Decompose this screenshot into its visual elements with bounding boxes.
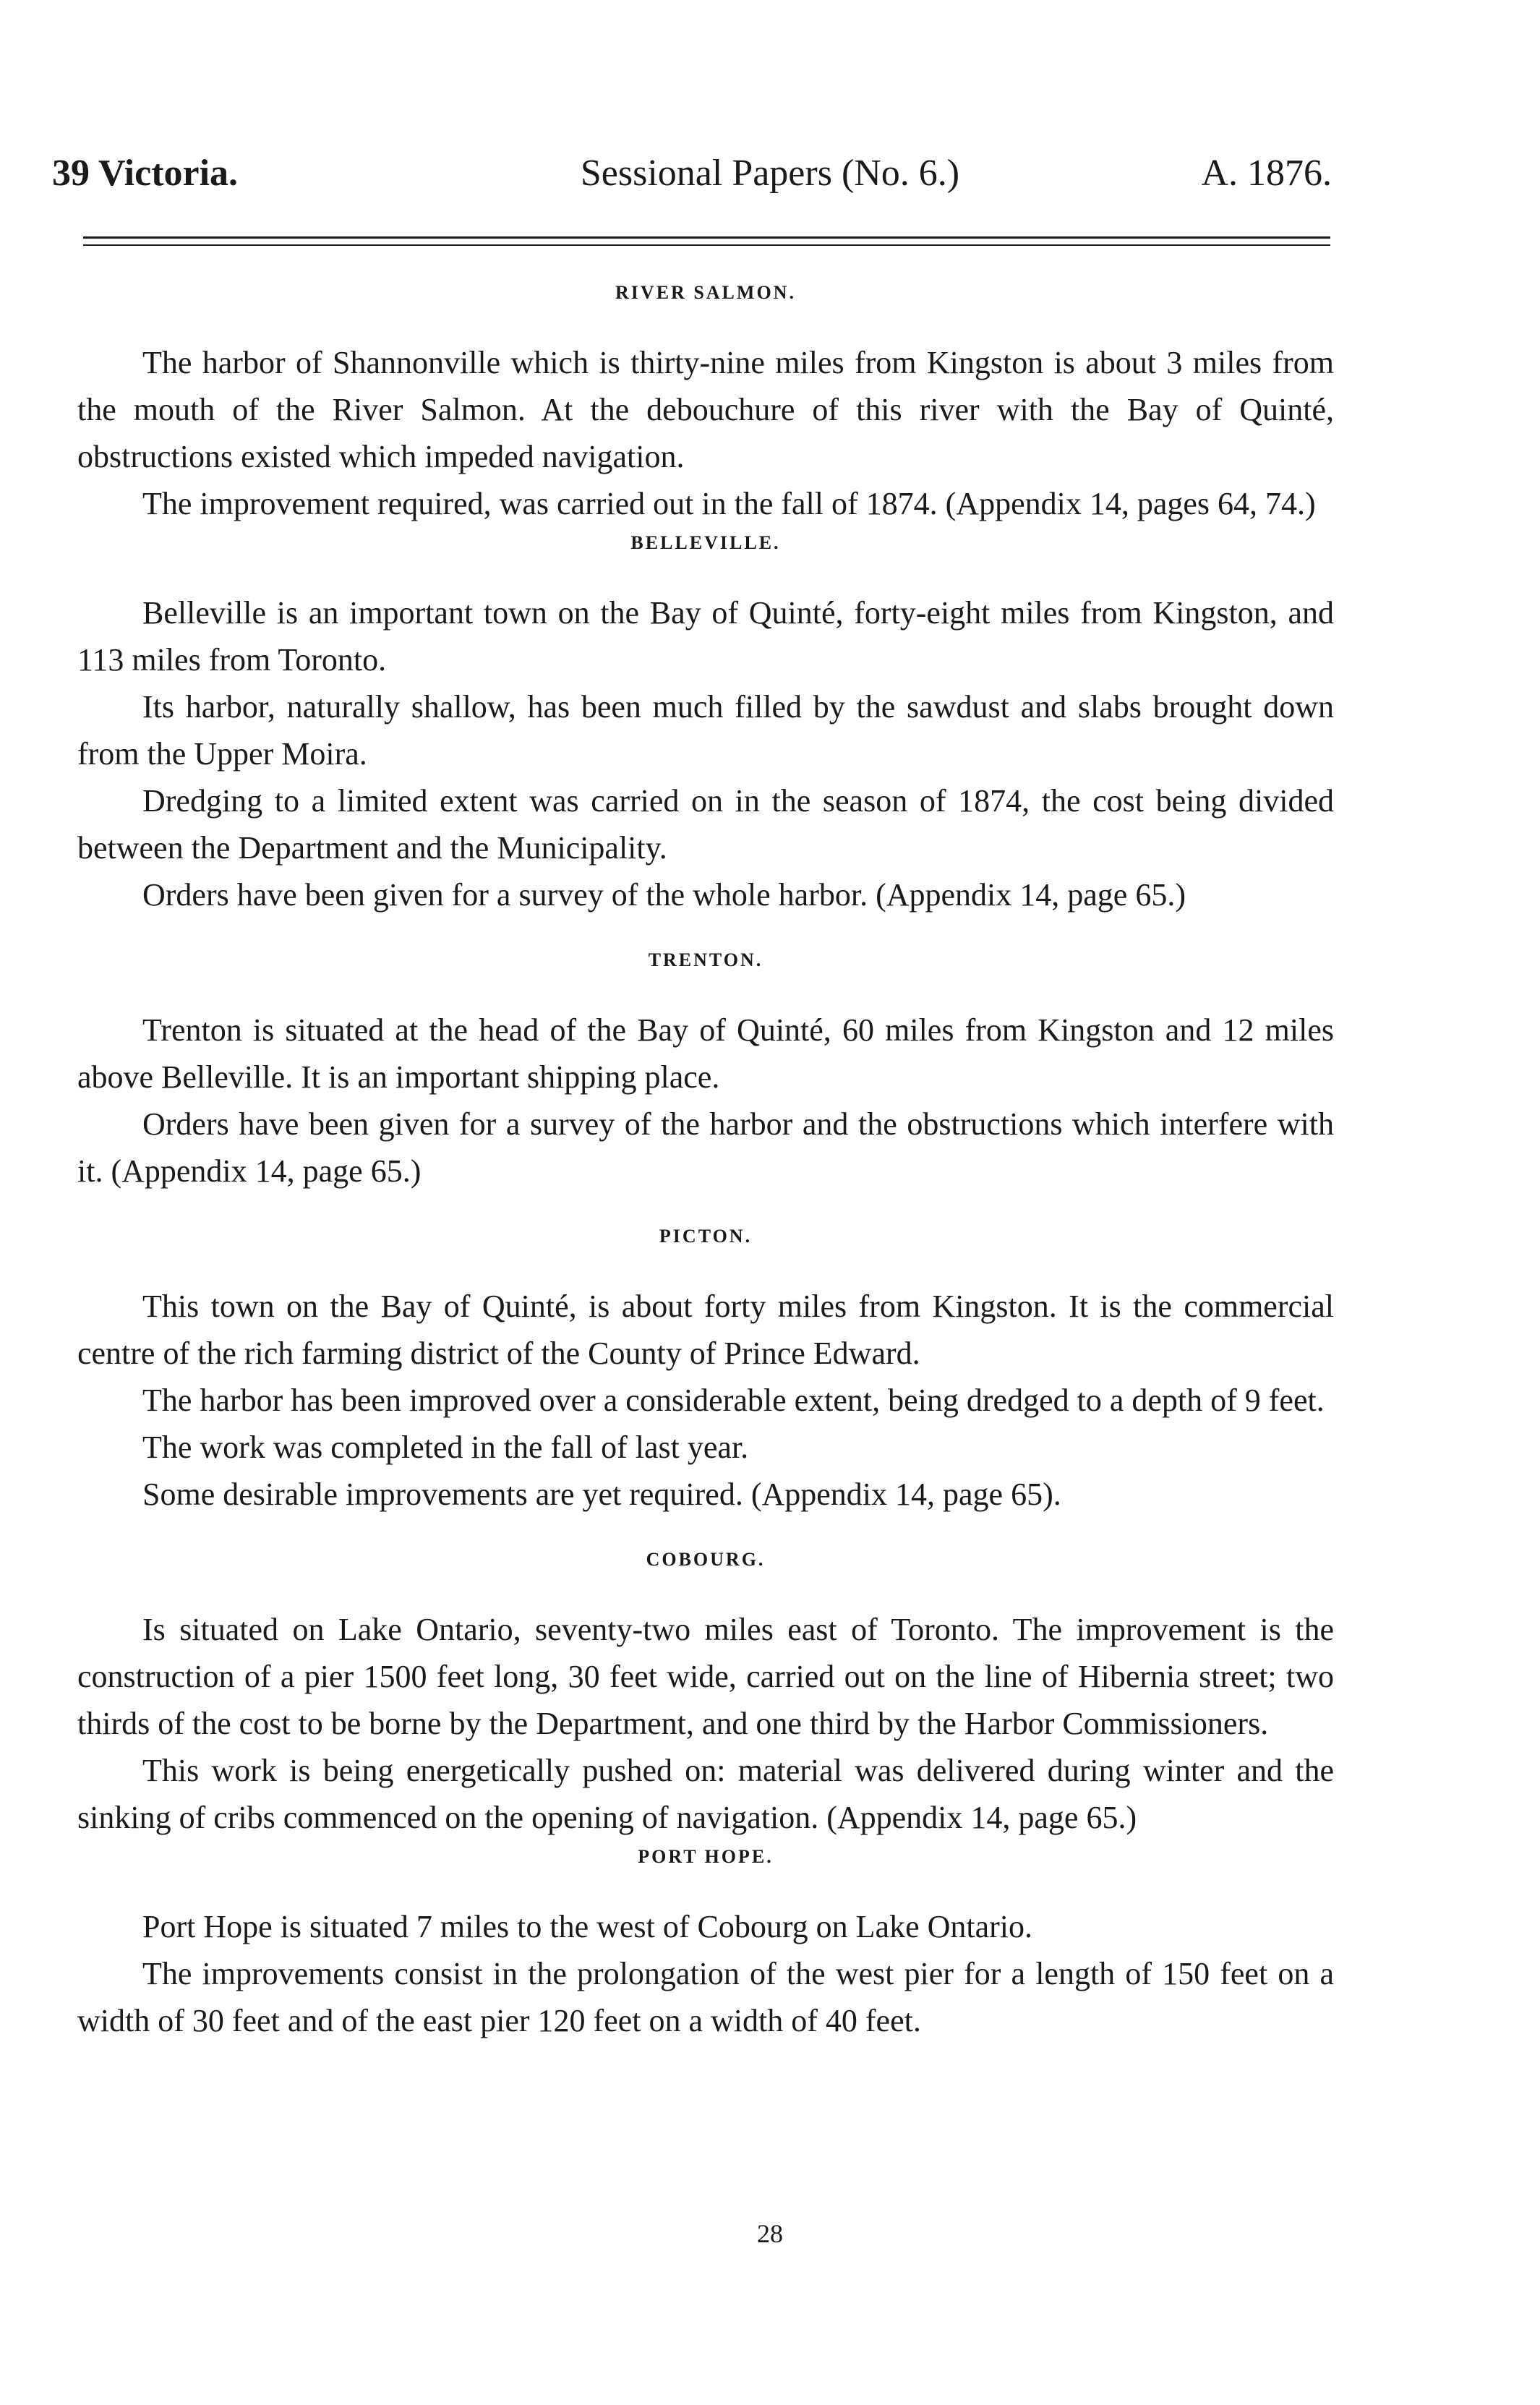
header-rule-secondary bbox=[83, 244, 1330, 246]
paragraph: Port Hope is situated 7 miles to the west of Cobourg on Lake Ontario. bbox=[142, 1909, 1033, 1944]
running-header bbox=[0, 148, 1540, 199]
paragraph: This town on the Bay of Quinté, is about forty miles from Kingston. It is the commercial centre of the rich farming district of the County of Prince Edward. bbox=[77, 1289, 1334, 1371]
section-heading: BELLEVILLE. bbox=[630, 532, 781, 553]
header-year: A. 1876. bbox=[1201, 153, 1332, 194]
section-heading: TRENTON. bbox=[648, 949, 763, 970]
paragraph: Is situated on Lake Ontario, seventy-two miles east of Toronto. The improvement is the construction of a pier 1500 feet long, 30 feet wide, carried out on the line of Hibernia street; two thirds of the cost to be borne by the Department, and one third by the Harbor Commissioners. bbox=[77, 1612, 1334, 1741]
section-cobourg bbox=[77, 1545, 1334, 1841]
paragraph: This work is being energetically pushed on: material was delivered during winter and the sinking of cribs commenced on the opening of navigation. (Appendix 14, page 65.) bbox=[77, 1753, 1334, 1835]
section-port-hope bbox=[77, 1842, 1334, 2044]
header-title: Sessional Papers (No. 6.) bbox=[580, 153, 960, 194]
paragraph: Orders have been given for a survey of the harbor and the obstructions which interfere with it. (Appendix 14, page 65.) bbox=[77, 1106, 1334, 1189]
section-river-salmon bbox=[77, 278, 1334, 527]
section-picton bbox=[77, 1222, 1334, 1518]
page-number: 28 bbox=[757, 2219, 783, 2248]
section-heading: PORT HOPE. bbox=[638, 1846, 774, 1867]
section-heading: PICTON. bbox=[659, 1226, 753, 1247]
paragraph: Orders have been given for a survey of the whole harbor. (Appendix 14, page 65.) bbox=[142, 877, 1186, 913]
section-heading: RIVER SALMON. bbox=[615, 282, 796, 303]
paragraph: The improvements consist in the prolongation of the west pier for a length of 150 feet on a width of 30 feet and of the east pier 120 feet on a width of 40 feet. bbox=[77, 1956, 1334, 2038]
paragraph: Belleville is an important town on the Bay of Quinté, forty-eight miles from Kingston, and 113 miles from Toronto. bbox=[77, 595, 1334, 678]
section-trenton bbox=[77, 946, 1334, 1195]
section-belleville bbox=[77, 529, 1334, 918]
paragraph: The improvement required, was carried out in the fall of 1874. (Appendix 14, pages 64, 74.) bbox=[142, 486, 1316, 521]
paragraph: Its harbor, naturally shallow, has been much filled by the sawdust and slabs brought down from the Upper Moira. bbox=[77, 689, 1334, 772]
paragraph: Dredging to a limited extent was carried on in the season of 1874, the cost being divided between the Department and the Municipality. bbox=[77, 783, 1334, 866]
header-volume: 39 Victoria. bbox=[52, 153, 239, 194]
paragraph: The work was completed in the fall of last year. bbox=[142, 1430, 749, 1465]
header-rule bbox=[83, 236, 1330, 239]
paragraph: The harbor of Shannonville which is thirty-nine miles from Kingston is about 3 miles from the mouth of the River Salmon. At the debouchure of this river with the Bay of Quinté, obstructions existed which impeded navigation. bbox=[77, 345, 1334, 474]
section-heading: COBOURG. bbox=[646, 1549, 766, 1570]
page-body bbox=[77, 278, 1334, 2044]
paragraph: Trenton is situated at the head of the Bay of Quinté, 60 miles from Kingston and 12 miles above Belleville. It is an important shipping place. bbox=[77, 1012, 1334, 1095]
paragraph: The harbor has been improved over a considerable extent, being dredged to a depth of 9 feet. bbox=[142, 1383, 1325, 1418]
paragraph: Some desirable improvements are yet required. (Appendix 14, page 65). bbox=[142, 1477, 1061, 1512]
